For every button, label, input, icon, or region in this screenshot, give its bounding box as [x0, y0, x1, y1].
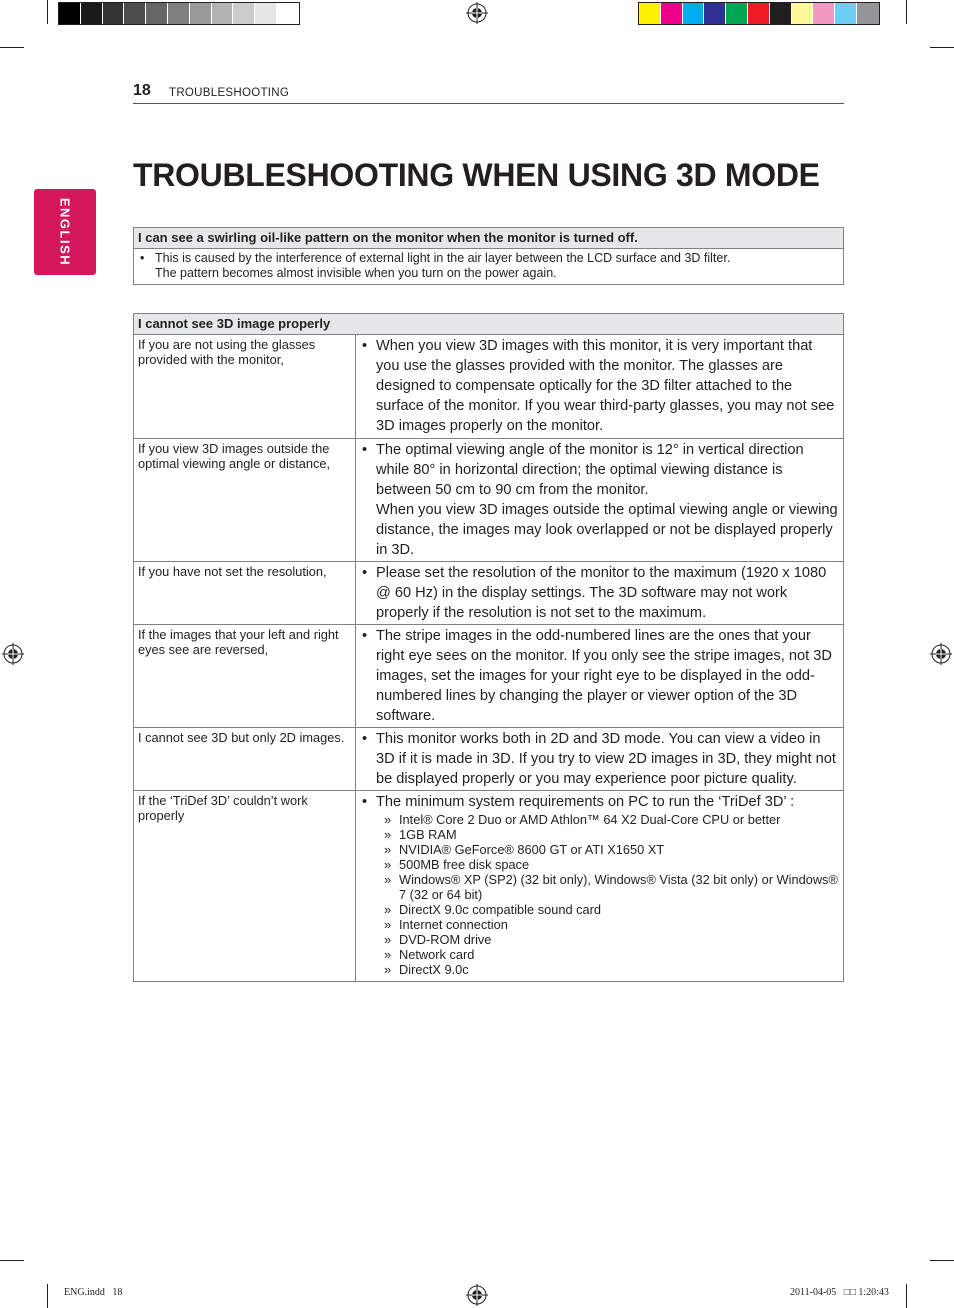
bullet-icon: •: [362, 338, 368, 354]
table-heading: I cannot see 3D image properly: [134, 314, 844, 335]
color-swatch: [726, 3, 748, 24]
table-row: [134, 728, 844, 791]
solution-cell: [356, 728, 844, 791]
bullet-icon: •: [362, 628, 368, 644]
solution-text: The minimum system requirements on PC to run the ‘TriDef 3D’ :: [376, 794, 795, 810]
chevron-icon: »: [384, 902, 392, 917]
registration-mark-icon: [2, 643, 24, 665]
color-swatch: [683, 3, 705, 24]
condition-cell: If you are not using the glasses provided with the monitor,: [134, 335, 356, 439]
condition-cell: If the ‘TriDef 3D’ couldn’t work properly: [134, 791, 356, 982]
requirement-text: Intel® Core 2 Duo or AMD Athlon™ 64 X2 Dual-Core CPU or better: [399, 812, 781, 827]
requirement-text: Internet connection: [399, 917, 508, 932]
table-heading: I can see a swirling oil-like pattern on the monitor when the monitor is turned off.: [134, 228, 844, 249]
chevron-icon: »: [384, 857, 392, 872]
color-calibration-bar: [638, 2, 880, 25]
language-tab-label: ENGLISH: [57, 197, 73, 267]
grayscale-swatch: [81, 3, 103, 24]
crop-mark: [47, 1284, 48, 1308]
page-title: TROUBLESHOOTING WHEN USING 3D MODE: [133, 157, 820, 193]
requirement-item: [384, 842, 839, 857]
table-cell: [134, 249, 844, 285]
requirement-item: [384, 947, 839, 962]
page-number: 18: [133, 82, 151, 99]
section-header: TROUBLESHOOTING: [169, 87, 290, 99]
solution-cell: [356, 562, 844, 625]
grayscale-swatch: [124, 3, 146, 24]
color-swatch: [792, 3, 814, 24]
solution-text: The stripe images in the odd-numbered lines are the ones that your right eye sees on the monitor. If you only see the stripe images, not 3D images, set the images for your right eye to be displayed in the odd-numbered lines by changing the player or viewer option of the 3D software.: [376, 628, 832, 724]
requirement-item: [384, 812, 839, 827]
condition-cell: If you have not set the resolution,: [134, 562, 356, 625]
language-tab: [34, 189, 96, 275]
color-swatch: [835, 3, 857, 24]
grayscale-swatch: [233, 3, 255, 24]
chevron-icon: »: [384, 947, 392, 962]
requirement-text: Windows® XP (SP2) (32 bit only), Windows® Vista (32 bit only) or Windows® 7 (32 or 64 bit): [399, 872, 838, 902]
solution-cell: [356, 791, 844, 982]
registration-mark-icon: [466, 1284, 488, 1306]
table-row: [134, 791, 844, 982]
color-swatch: [704, 3, 726, 24]
crop-mark: [0, 47, 24, 48]
solution-cell: [356, 625, 844, 728]
solution-cell: [356, 439, 844, 562]
requirement-item: [384, 872, 839, 902]
table-row: [134, 625, 844, 728]
solution-text: When you view 3D images with this monitor, it is very important that you use the glasses provided with the monitor. The glasses are designed to compensate optically for the 3D filter attached to the surface of the monitor. If you wear third-party glasses, you may not see 3D images properly on the monitor.: [376, 338, 835, 434]
grayscale-swatch: [59, 3, 81, 24]
requirement-item: [384, 917, 839, 932]
grayscale-swatch: [190, 3, 212, 24]
grayscale-swatch: [277, 3, 299, 24]
grayscale-swatch: [103, 3, 125, 24]
chevron-icon: »: [384, 962, 392, 977]
chevron-icon: »: [384, 842, 392, 857]
bullet-icon: •: [362, 731, 368, 747]
3d-image-table: [133, 313, 844, 982]
oil-pattern-table: [133, 227, 844, 285]
crop-mark: [930, 47, 954, 48]
solution-text: When you view 3D images outside the optimal viewing angle or viewing distance, the images may look overlapped or not be displayed properly in 3D.: [376, 502, 838, 558]
color-swatch: [857, 3, 879, 24]
requirement-item: [384, 827, 839, 842]
requirement-text: DirectX 9.0c compatible sound card: [399, 902, 602, 917]
solution-text: The optimal viewing angle of the monitor is 12° in vertical direction while 80° in horizontal direction; the optimal viewing distance is between 50 cm to 90 cm from the monitor.: [376, 442, 804, 498]
registration-mark-icon: [466, 2, 488, 24]
footer-timestamp: 2011-04-05 □□ 1:20:43: [790, 1287, 889, 1298]
remedy-text: The pattern becomes almost invisible when you turn on the power again.: [155, 266, 557, 280]
grayscale-swatch: [146, 3, 168, 24]
condition-cell: If you view 3D images outside the optimal viewing angle or distance,: [134, 439, 356, 562]
crop-mark: [930, 1260, 954, 1261]
requirement-text: NVIDIA® GeForce® 8600 GT or ATI X1650 XT: [399, 842, 665, 857]
crop-mark: [47, 0, 48, 24]
grayscale-calibration-bar: [58, 2, 300, 25]
chevron-icon: »: [384, 827, 392, 842]
color-swatch: [748, 3, 770, 24]
requirement-text: Network card: [399, 947, 475, 962]
requirement-text: DVD-ROM drive: [399, 932, 492, 947]
grayscale-swatch: [255, 3, 277, 24]
header-divider: [133, 103, 844, 104]
chevron-icon: »: [384, 932, 392, 947]
bullet-icon: •: [140, 251, 145, 265]
solution-text: This monitor works both in 2D and 3D mode. You can view a video in 3D if it is made in 3D. If you try to view 2D images in 3D, they might not be displayed properly or you may experience poor picture quality.: [376, 731, 836, 787]
solution-text: Please set the resolution of the monitor to the maximum (1920 x 1080 @ 60 Hz) in the display settings. The 3D software may not work properly if the resolution is not set to the maximum.: [376, 565, 827, 621]
requirement-text: 500MB free disk space: [399, 857, 530, 872]
grayscale-swatch: [168, 3, 190, 24]
chevron-icon: »: [384, 872, 392, 887]
bullet-icon: •: [362, 442, 368, 458]
chevron-icon: »: [384, 812, 392, 827]
crop-mark: [906, 1284, 907, 1308]
table-row: [134, 335, 844, 439]
grayscale-swatch: [212, 3, 234, 24]
requirements-list: [384, 812, 839, 977]
requirement-text: DirectX 9.0c: [399, 962, 469, 977]
footer-file-name: ENG.indd 18: [64, 1287, 123, 1298]
color-swatch: [639, 3, 661, 24]
bullet-icon: •: [362, 794, 368, 810]
chevron-icon: »: [384, 917, 392, 932]
crop-mark: [906, 0, 907, 24]
cause-text: This is caused by the interference of external light in the air layer between the LCD surface and 3D filter.: [155, 251, 731, 265]
solution-cell: [356, 335, 844, 439]
color-swatch: [813, 3, 835, 24]
crop-mark: [0, 1260, 24, 1261]
requirement-text: 1GB RAM: [399, 827, 457, 842]
requirement-item: [384, 932, 839, 947]
requirement-item: [384, 857, 839, 872]
table-row: [134, 562, 844, 625]
requirement-item: [384, 902, 839, 917]
condition-cell: I cannot see 3D but only 2D images.: [134, 728, 356, 791]
bullet-icon: •: [362, 565, 368, 581]
color-swatch: [661, 3, 683, 24]
color-swatch: [770, 3, 792, 24]
registration-mark-icon: [930, 643, 952, 665]
table-row: [134, 439, 844, 562]
requirement-item: [384, 962, 839, 977]
condition-cell: If the images that your left and right eyes see are reversed,: [134, 625, 356, 728]
